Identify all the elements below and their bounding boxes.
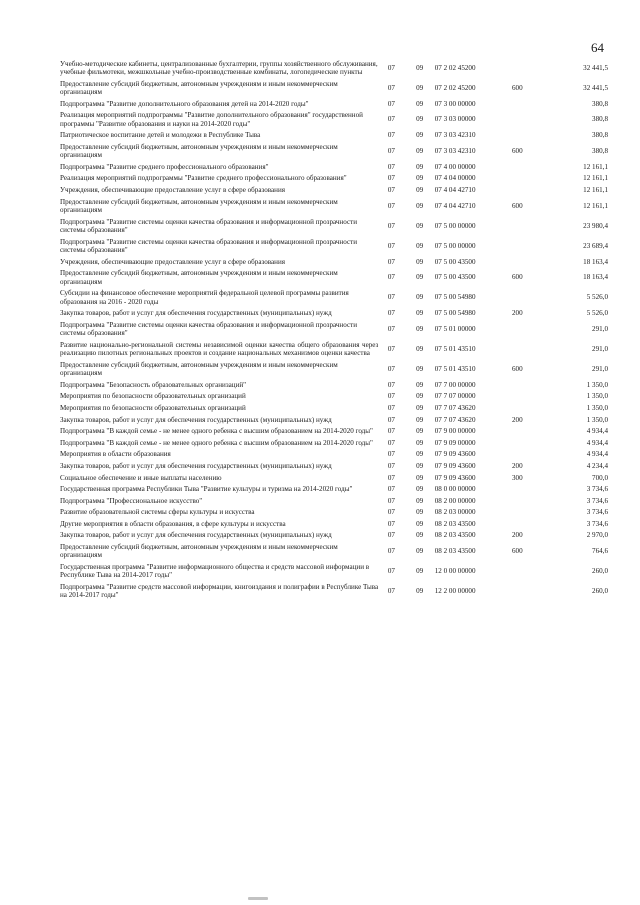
row-name: Другие мероприятия в области образования, в сфере культуры и искусства — [60, 519, 286, 528]
row-target-article: 07 2 02 45200 — [434, 83, 476, 92]
row-subsection-code: 09 — [416, 174, 424, 183]
row-target-article: 08 2 03 43500 — [434, 531, 476, 540]
row-amount: 260,0 — [592, 587, 608, 596]
row-section-code: 07 — [387, 221, 395, 230]
row-subsection-code: 09 — [416, 461, 424, 470]
row-amount: 12 161,1 — [583, 162, 608, 171]
row-section-code: 07 — [387, 273, 395, 282]
row-section-code: 07 — [387, 392, 395, 401]
table-row — [60, 339, 608, 359]
row-target-article: 12 2 00 00000 — [434, 587, 476, 596]
row-amount: 3 734,6 — [586, 508, 608, 517]
row-subsection-code: 09 — [416, 257, 424, 266]
row-amount: 3 734,6 — [586, 519, 608, 528]
row-amount: 3 734,6 — [586, 496, 608, 505]
row-section-code: 07 — [387, 309, 395, 318]
row-amount: 1 350,0 — [586, 380, 608, 389]
row-subsection-code: 09 — [416, 146, 424, 155]
row-subsection-code: 09 — [416, 99, 424, 108]
row-amount: 260,0 — [592, 567, 608, 576]
row-expense-type — [499, 581, 535, 601]
row-subsection-code: 09 — [416, 547, 424, 556]
table-row — [60, 58, 608, 78]
row-expense-type: 600 — [511, 83, 523, 92]
row-subsection-code: 09 — [416, 415, 424, 424]
row-expense-type — [499, 339, 535, 359]
row-name: Предоставление субсидий бюджетным, автономным учреждениям и иным некоммерческим организациям — [60, 543, 338, 560]
row-target-article: 07 9 00 00000 — [434, 427, 476, 436]
row-name: Мероприятия по безопасности образовательных организаций — [60, 403, 246, 412]
row-section-code: 07 — [387, 99, 395, 108]
row-section-code: 07 — [387, 461, 395, 470]
table-row — [60, 449, 608, 461]
row-name: Развитие образовательной системы сферы культуры и искусства — [60, 508, 255, 517]
row-expense-type — [499, 379, 535, 391]
row-amount: 764,6 — [592, 547, 608, 556]
row-target-article: 07 2 02 45200 — [434, 63, 476, 72]
row-target-article: 07 5 01 00000 — [434, 324, 476, 333]
row-expense-type — [499, 98, 535, 110]
table-row — [60, 530, 608, 542]
row-amount: 380,8 — [592, 131, 608, 140]
row-section-code: 07 — [387, 115, 395, 124]
row-section-code: 07 — [387, 344, 395, 353]
row-section-code: 07 — [387, 450, 395, 459]
row-amount: 380,8 — [592, 99, 608, 108]
row-section-code: 07 — [387, 83, 395, 92]
row-subsection-code: 09 — [416, 185, 424, 194]
row-expense-type: 600 — [511, 201, 523, 210]
row-target-article: 08 2 00 00000 — [434, 496, 476, 505]
row-name: Закупка товаров, работ и услуг для обеспечения государственных (муниципальных) нужд — [60, 415, 332, 424]
row-expense-type: 200 — [511, 309, 523, 318]
row-expense-type — [499, 495, 535, 507]
row-name: Подпрограмма "Развитие дополнительного образования детей на 2014-2020 годы" — [60, 99, 309, 108]
row-subsection-code: 09 — [416, 587, 424, 596]
table-row — [60, 161, 608, 173]
row-expense-type — [499, 184, 535, 196]
table-row — [60, 98, 608, 110]
budget-table — [60, 58, 608, 601]
row-name: Учреждения, обеспечивающие предоставление услуг в сфере образования — [60, 185, 286, 194]
row-name: Предоставление субсидий бюджетным, автономным учреждениям и иным некоммерческим организациям — [60, 142, 338, 160]
row-section-code: 07 — [387, 485, 395, 494]
row-name: Учреждения, обеспечивающие предоставление услуг в сфере образования — [60, 257, 286, 266]
row-target-article: 07 4 00 00000 — [434, 162, 476, 171]
table-row — [60, 78, 608, 98]
row-section-code: 07 — [387, 131, 395, 140]
row-section-code: 07 — [387, 567, 395, 576]
row-name: Закупка товаров, работ и услуг для обеспечения государственных (муниципальных) нужд — [60, 531, 332, 540]
row-subsection-code: 09 — [416, 380, 424, 389]
row-name: Мероприятия в области образования — [60, 450, 171, 459]
row-expense-type — [499, 319, 535, 339]
row-target-article: 07 9 09 00000 — [434, 438, 476, 447]
row-target-article: 07 7 00 00000 — [434, 380, 476, 389]
row-section-code: 07 — [387, 415, 395, 424]
row-name: Мероприятия по безопасности образовательных организаций — [60, 392, 246, 401]
row-expense-type: 600 — [511, 364, 523, 373]
row-target-article: 07 3 03 00000 — [434, 115, 476, 124]
row-subsection-code: 09 — [416, 438, 424, 447]
row-name: Государственная программа Республики Тыва "Развитие культуры и туризма на 2014-2020 годы" — [60, 485, 353, 494]
row-name: Подпрограмма "Развитие системы оценки качества образования и информационной прозрачности системы образования" — [60, 237, 357, 254]
row-target-article: 07 5 01 43510 — [434, 344, 476, 353]
row-subsection-code: 09 — [416, 131, 424, 140]
row-subsection-code: 09 — [416, 567, 424, 576]
row-amount: 12 161,1 — [583, 174, 608, 183]
scan-mark — [248, 897, 268, 900]
row-name: Подпрограмма "Развитие средств массовой информации, книгоиздания и полиграфии в Республике Тыва на 2014-2017 годы" — [60, 583, 379, 600]
row-target-article: 07 3 03 42310 — [434, 131, 476, 140]
row-section-code: 07 — [387, 146, 395, 155]
row-target-article: 07 7 07 43620 — [434, 415, 476, 424]
row-name: Реализация мероприятий подпрограммы "Развитие дополнительного образования" государственной программы "Развитие образования и науки на 2014-2020 годы" — [60, 111, 363, 128]
table-row — [60, 426, 608, 438]
row-name: Социальное обеспечение и иные выплаты населению — [60, 473, 222, 482]
row-amount: 12 161,1 — [583, 185, 608, 194]
row-expense-type — [499, 236, 535, 256]
row-subsection-code: 09 — [416, 221, 424, 230]
table-row — [60, 484, 608, 496]
row-section-code: 07 — [387, 324, 395, 333]
row-name: Учебно-методические кабинеты, централизованные бухгалтерии, группы хозяйственного обслуживания, учебные фильмотеки, межшкольные учебно-производственные комбинаты, логопедические пункты — [60, 59, 378, 76]
row-amount: 380,8 — [592, 146, 608, 155]
row-subsection-code: 09 — [416, 519, 424, 528]
row-name: Подпрограмма "Развитие среднего профессионального образования" — [60, 162, 269, 171]
table-row — [60, 216, 608, 236]
row-amount: 291,0 — [592, 364, 608, 373]
row-subsection-code: 09 — [416, 403, 424, 412]
table-row — [60, 308, 608, 320]
page-number: 64 — [591, 40, 604, 55]
table-row — [60, 141, 608, 161]
table-row — [60, 402, 608, 414]
table-row — [60, 472, 608, 484]
row-subsection-code: 09 — [416, 241, 424, 250]
table-row — [60, 288, 608, 308]
row-name: Предоставление субсидий бюджетным, автономным учреждениям и иным некоммерческим организациям — [60, 360, 338, 378]
row-expense-type — [499, 507, 535, 519]
row-name: Предоставление субсидий бюджетным, автономным учреждениям и иным некоммерческим организациям — [60, 79, 338, 96]
row-name: Реализация мероприятий подпрограммы "Развитие среднего профессионального образования" — [60, 174, 347, 183]
row-amount: 3 734,6 — [586, 485, 608, 494]
row-target-article: 07 9 09 43600 — [434, 473, 476, 482]
row-name: Подпрограмма "Безопасность образовательных организаций" — [60, 380, 247, 389]
table-row — [60, 581, 608, 601]
row-section-code: 07 — [387, 174, 395, 183]
row-target-article: 07 9 09 43600 — [434, 461, 476, 470]
table-row — [60, 256, 608, 268]
row-amount: 5 526,0 — [586, 293, 608, 302]
table-row — [60, 130, 608, 142]
row-section-code: 07 — [387, 531, 395, 540]
row-section-code: 07 — [387, 162, 395, 171]
row-amount: 32 441,5 — [583, 83, 608, 92]
row-amount: 291,0 — [592, 324, 608, 333]
row-target-article: 07 5 00 54980 — [434, 293, 476, 302]
row-expense-type: 600 — [511, 146, 523, 155]
row-name: Подпрограмма "В каждой семье - не менее одного ребенка с высшим образованием на 2014-2020 годы" — [60, 427, 373, 436]
row-target-article: 08 2 03 43500 — [434, 519, 476, 528]
row-expense-type: 200 — [511, 461, 523, 470]
table-row — [60, 391, 608, 403]
row-subsection-code: 09 — [416, 324, 424, 333]
row-amount: 291,0 — [592, 344, 608, 353]
table-row — [60, 437, 608, 449]
row-section-code: 07 — [387, 403, 395, 412]
row-amount: 32 441,5 — [583, 63, 608, 72]
table-row — [60, 184, 608, 196]
table-row — [60, 319, 608, 339]
row-amount: 4 934,4 — [586, 438, 608, 447]
row-target-article: 07 5 00 43500 — [434, 257, 476, 266]
table-row — [60, 379, 608, 391]
row-expense-type — [499, 58, 535, 78]
table-row — [60, 561, 608, 581]
row-target-article: 07 3 03 42310 — [434, 146, 476, 155]
row-expense-type — [499, 402, 535, 414]
table-row — [60, 196, 608, 216]
row-amount: 4 934,4 — [586, 450, 608, 459]
table-row — [60, 414, 608, 426]
row-subsection-code: 09 — [416, 201, 424, 210]
row-expense-type: 600 — [511, 547, 523, 556]
row-amount: 1 350,0 — [586, 415, 608, 424]
row-subsection-code: 09 — [416, 63, 424, 72]
row-section-code: 07 — [387, 293, 395, 302]
row-target-article: 08 0 00 00000 — [434, 485, 476, 494]
row-subsection-code: 09 — [416, 364, 424, 373]
table-row — [60, 268, 608, 288]
row-name: Подпрограмма "Развитие системы оценки качества образования и информационной прозрачности системы образования" — [60, 217, 357, 234]
row-expense-type: 600 — [511, 273, 523, 282]
budget-table-body — [60, 58, 608, 601]
table-row — [60, 460, 608, 472]
row-amount: 380,8 — [592, 115, 608, 124]
row-subsection-code: 09 — [416, 344, 424, 353]
row-section-code: 07 — [387, 63, 395, 72]
row-subsection-code: 09 — [416, 273, 424, 282]
row-expense-type: 200 — [511, 415, 523, 424]
row-name: Подпрограмма "Развитие системы оценки качества образования и информационной прозрачности системы образования" — [60, 320, 357, 338]
row-target-article: 07 9 09 43600 — [434, 450, 476, 459]
row-target-article: 07 7 07 43620 — [434, 403, 476, 412]
row-section-code: 07 — [387, 257, 395, 266]
row-target-article: 07 5 01 43510 — [434, 364, 476, 373]
row-amount: 18 163,4 — [583, 257, 608, 266]
row-section-code: 07 — [387, 547, 395, 556]
row-section-code: 07 — [387, 519, 395, 528]
row-section-code: 07 — [387, 496, 395, 505]
row-subsection-code: 09 — [416, 485, 424, 494]
row-section-code: 07 — [387, 427, 395, 436]
row-target-article: 07 7 07 00000 — [434, 392, 476, 401]
row-subsection-code: 09 — [416, 83, 424, 92]
row-amount: 4 934,4 — [586, 427, 608, 436]
row-expense-type — [499, 288, 535, 308]
row-target-article: 07 3 00 00000 — [434, 99, 476, 108]
row-expense-type — [499, 484, 535, 496]
row-amount: 4 234,4 — [586, 461, 608, 470]
row-subsection-code: 09 — [416, 450, 424, 459]
row-name: Субсидии на финансовое обеспечение мероприятий федеральной целевой программы развития образования на 2016 - 2020 годы — [60, 289, 349, 306]
row-section-code: 07 — [387, 380, 395, 389]
row-amount: 1 350,0 — [586, 392, 608, 401]
table-row — [60, 359, 608, 379]
table-row — [60, 507, 608, 519]
row-section-code: 07 — [387, 438, 395, 447]
row-subsection-code: 09 — [416, 115, 424, 124]
row-name: Государственная программа "Развитие информационного общества и средств массовой информации в Республике Тыва на 2014-2017 годы" — [60, 563, 370, 580]
row-target-article: 07 5 00 43500 — [434, 273, 476, 282]
row-target-article: 08 2 03 43500 — [434, 547, 476, 556]
table-row — [60, 173, 608, 185]
table-row — [60, 541, 608, 561]
row-name: Предоставление субсидий бюджетным, автономным учреждениям и иным некоммерческим организациям — [60, 269, 338, 286]
row-subsection-code: 09 — [416, 508, 424, 517]
row-name: Развитие национально-региональной системы независимой оценки качества общего образования через реализацию пилотных региональных проектов и создание национальных механизмов оценки качества — [60, 340, 379, 358]
row-name: Патриотическое воспитание детей и молодежи в Республике Тыва — [60, 131, 261, 140]
row-expense-type: 200 — [511, 531, 523, 540]
row-amount: 18 163,4 — [583, 273, 608, 282]
row-section-code: 07 — [387, 201, 395, 210]
row-expense-type — [499, 426, 535, 438]
row-target-article: 07 4 04 42710 — [434, 201, 476, 210]
row-amount: 12 161,1 — [583, 201, 608, 210]
row-expense-type — [499, 256, 535, 268]
row-target-article: 08 2 03 00000 — [434, 508, 476, 517]
row-amount: 23 689,4 — [583, 241, 608, 250]
row-name: Подпрограмма "В каждой семье - не менее одного ребенка с высшим образованием на 2014-2020 годы" — [60, 438, 373, 447]
row-expense-type — [499, 110, 535, 130]
row-section-code: 07 — [387, 241, 395, 250]
row-subsection-code: 09 — [416, 392, 424, 401]
row-expense-type — [499, 173, 535, 185]
row-subsection-code: 09 — [416, 427, 424, 436]
row-expense-type — [499, 437, 535, 449]
row-expense-type — [499, 449, 535, 461]
row-subsection-code: 09 — [416, 309, 424, 318]
row-section-code: 07 — [387, 508, 395, 517]
table-row — [60, 236, 608, 256]
table-row — [60, 495, 608, 507]
row-amount: 2 970,0 — [586, 531, 608, 540]
row-name: Закупка товаров, работ и услуг для обеспечения государственных (муниципальных) нужд — [60, 309, 332, 318]
row-subsection-code: 09 — [416, 531, 424, 540]
row-amount: 1 350,0 — [586, 403, 608, 412]
row-expense-type — [499, 391, 535, 403]
row-target-article: 07 5 00 00000 — [434, 241, 476, 250]
row-target-article: 07 4 04 00000 — [434, 174, 476, 183]
row-subsection-code: 09 — [416, 162, 424, 171]
row-expense-type: 300 — [511, 473, 523, 482]
row-amount: 23 980,4 — [583, 221, 608, 230]
row-expense-type — [499, 216, 535, 236]
row-target-article: 07 4 04 42710 — [434, 185, 476, 194]
row-subsection-code: 09 — [416, 293, 424, 302]
table-row — [60, 518, 608, 530]
row-target-article: 12 0 00 00000 — [434, 567, 476, 576]
row-section-code: 07 — [387, 185, 395, 194]
row-expense-type — [499, 161, 535, 173]
row-subsection-code: 09 — [416, 473, 424, 482]
table-row — [60, 110, 608, 130]
row-section-code: 07 — [387, 473, 395, 482]
row-name: Закупка товаров, работ и услуг для обеспечения государственных (муниципальных) нужд — [60, 461, 332, 470]
row-amount: 5 526,0 — [586, 309, 608, 318]
row-section-code: 07 — [387, 587, 395, 596]
row-expense-type — [499, 518, 535, 530]
row-name: Предоставление субсидий бюджетным, автономным учреждениям и иным некоммерческим организациям — [60, 197, 338, 214]
row-target-article: 07 5 00 00000 — [434, 221, 476, 230]
row-expense-type — [499, 130, 535, 142]
row-target-article: 07 5 00 54980 — [434, 309, 476, 318]
row-expense-type — [499, 561, 535, 581]
row-subsection-code: 09 — [416, 496, 424, 505]
row-name: Подпрограмма "Профессиональное искусство" — [60, 496, 203, 505]
row-section-code: 07 — [387, 364, 395, 373]
row-amount: 700,0 — [592, 473, 608, 482]
